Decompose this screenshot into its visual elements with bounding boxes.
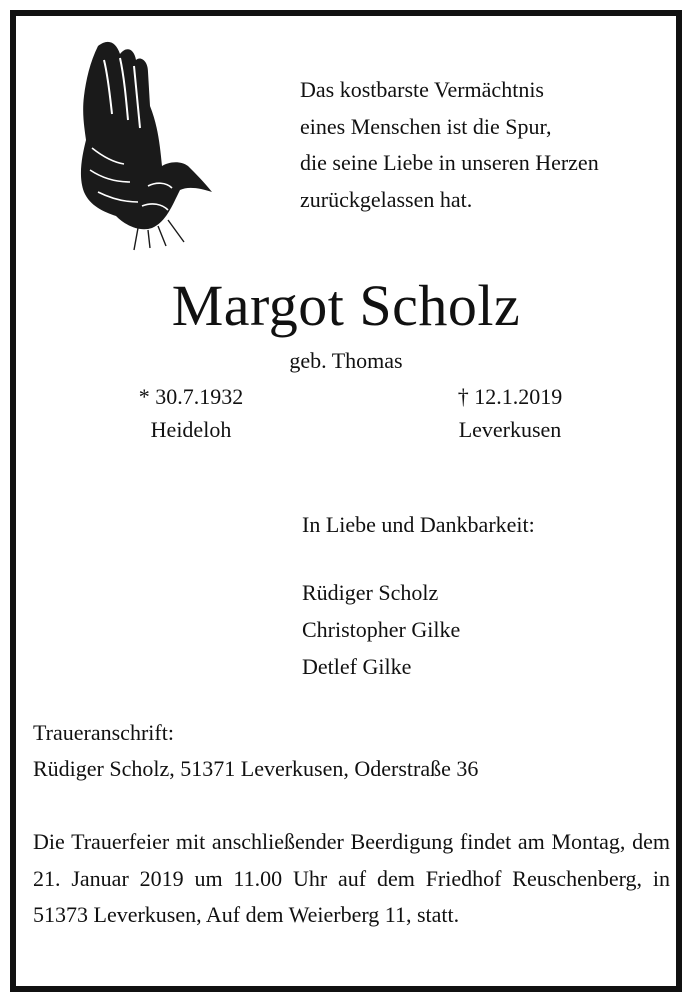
verse-line: zurückgelassen hat. <box>300 186 473 212</box>
deceased-name: Margot Scholz <box>171 273 521 338</box>
address-label: Traueranschrift: <box>33 720 174 745</box>
birth-name: geb. Thomas <box>289 348 403 373</box>
praying-hands-icon <box>68 36 218 256</box>
verse-line: Das kostbarste Vermächtnis <box>300 77 544 102</box>
verse-line: die seine Liebe in unseren Herzen <box>300 150 599 175</box>
verse-line: eines Menschen ist die Spur, <box>300 113 552 139</box>
mourning-address: Rüdiger Scholz, 51371 Leverkusen, Oderstraße 36 <box>33 756 479 781</box>
mourner-name: Christopher Gilke <box>302 617 461 642</box>
mourner-name: Detlef Gilke <box>302 654 412 679</box>
birth-place: Heideloh <box>150 417 232 442</box>
mourners-intro: In Liebe und Dankbarkeit: <box>302 512 535 537</box>
death-date: † 12.1.2019 <box>457 384 563 409</box>
obituary-notice <box>10 10 682 992</box>
death-place: Leverkusen <box>458 417 562 442</box>
death-info <box>390 380 630 446</box>
funeral-service-info: Die Trauerfeier mit anschließender Beerdigung findet am Montag, dem 21. Januar 2019 um 11.00 Uhr auf dem Friedhof Reuschenberg, in 51373 Leverkusen, Auf dem Weierberg 11, statt. <box>33 829 670 927</box>
memorial-verse <box>300 72 599 218</box>
mourner-name: Rüdiger Scholz <box>302 580 439 605</box>
mourners-list <box>302 574 460 685</box>
birth-date: * 30.7.1932 <box>138 384 244 409</box>
birth-info <box>71 380 311 446</box>
